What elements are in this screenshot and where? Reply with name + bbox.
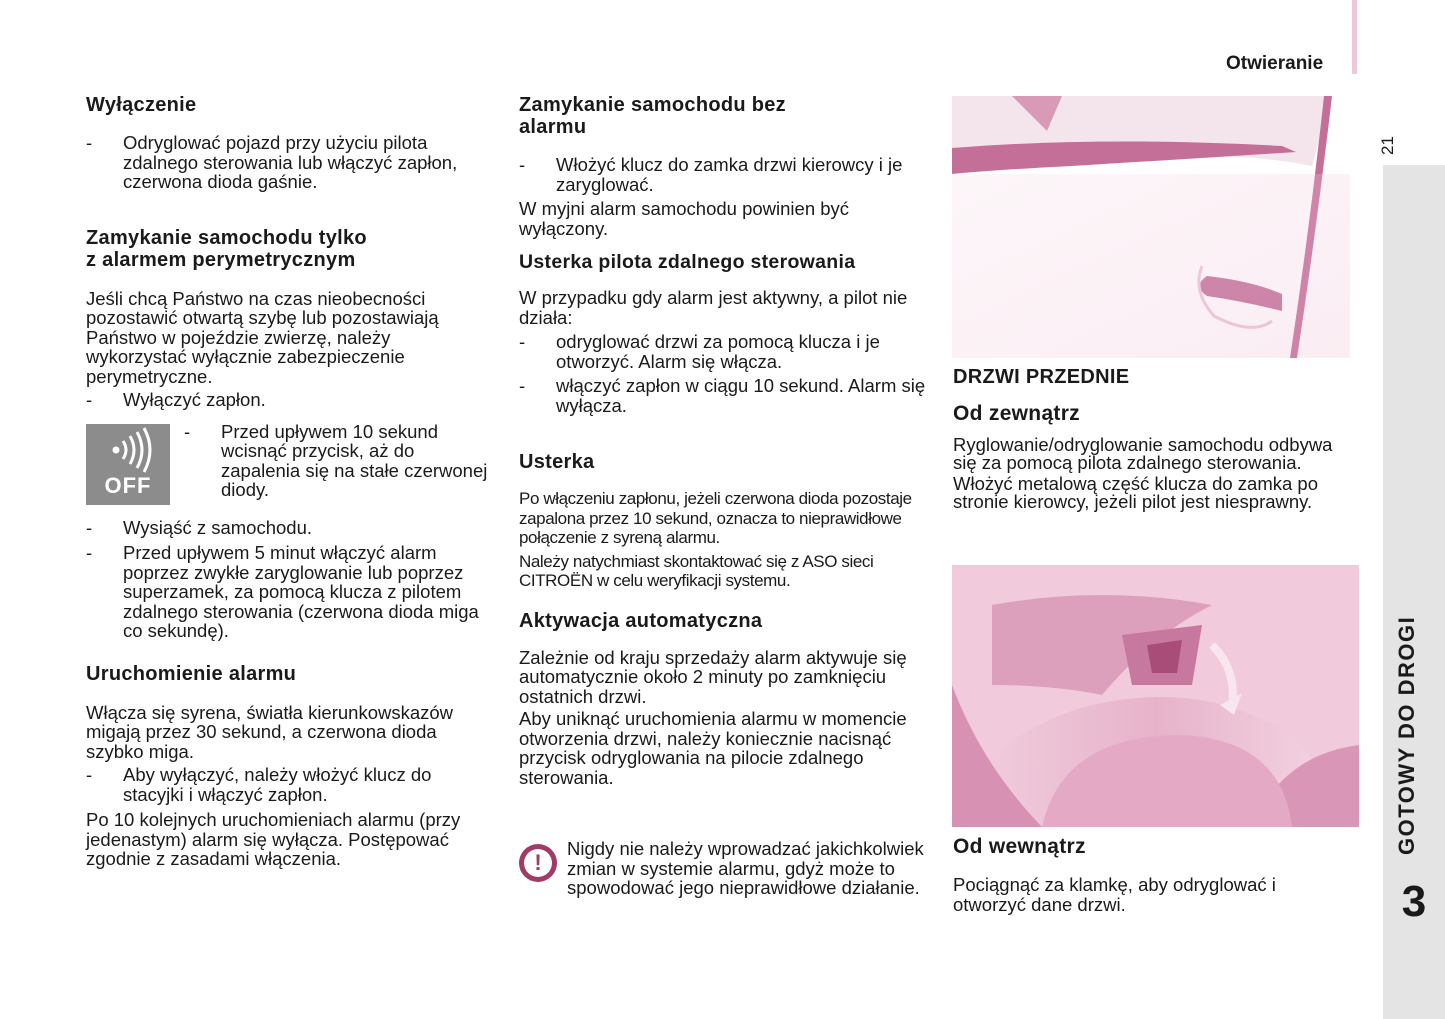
paragraph: Aby uniknąć uruchomienia alarmu w momencie otworzenia drzwi, należy koniecznie nacisnąć przycisk odryglowania na pilocie zdalnego sterowania. xyxy=(519,708,907,788)
list-item: - Włożyć klucz do zamka drzwi kierowcy i je zaryglować. xyxy=(519,154,903,195)
off-button-icon xyxy=(86,424,170,505)
header-divider xyxy=(1352,0,1357,74)
warning-box xyxy=(519,839,927,898)
heading-od-wewnatrz: Od wewnątrz xyxy=(953,835,1086,858)
heading-usterka: Usterka xyxy=(519,451,595,473)
list-item: - Przed upływem 10 sekund wcisnąć przycisk, aż do zapalenia się na stałe czerwonej diody. xyxy=(184,420,488,500)
heading-perymetr: Zamykanie samochodu tylko z alarmem perymetrycznym xyxy=(86,226,367,271)
heading-usterka-pilota: Usterka pilota zdalnego sterowania xyxy=(519,251,856,273)
chapter-number: 3 xyxy=(1401,877,1427,926)
column-3-upper xyxy=(953,366,1353,510)
heading-uruchomienie: Uruchomienie alarmu xyxy=(86,662,297,685)
paragraph: Ryglowanie/odryglowanie samochodu odbywa się za pomocą pilota zdalnego sterowania. xyxy=(953,434,1333,473)
paragraph: Jeśli chcą Państwo na czas nieobecności pozostawić otwartą szybę lub pozostawiają Państwo w pojeździe zwierzę, należy wykorzystać wyłącznie zabezpieczenie perymetryczne. xyxy=(86,287,439,387)
heading-bez-alarmu: Zamykanie samochodu bez alarmu xyxy=(519,94,786,138)
paragraph: Włącza się syrena, światła kierunkowskazów migają przez 30 sekund, a czerwona dioda szybko miga. xyxy=(86,701,454,762)
column-3-lower xyxy=(953,836,1353,914)
paragraph: Włożyć metalową część klucza do zamka po stronie kierowcy, jeżeli pilot jest niesprawny. xyxy=(953,473,1318,512)
paragraph: Pociągnąć za klamkę, aby odryglować i otworzyć dane drzwi. xyxy=(953,874,1276,915)
warning-icon: ! xyxy=(519,844,557,882)
paragraph: W myjni alarm samochodu powinien być wyłączony. xyxy=(519,198,850,239)
heading-wylaczenie: Wyłączenie xyxy=(86,94,197,116)
off-button-step xyxy=(86,420,496,505)
list-item: - Odryglować pojazd przy użyciu pilota zdalnego sterowania lub włączyć zapłon, czerwona dioda gaśnie. xyxy=(86,132,458,192)
paragraph: Zależnie od kraju sprzedaży alarm aktywuje się automatycznie około 2 minuty po zamknięciu ostatnich drzwi. xyxy=(519,646,907,707)
heading-drzwi-przednie: DRZWI PRZEDNIE xyxy=(953,366,1130,388)
list-item: - Przed upływem 5 minut włączyć alarm poprzez zwykłe zaryglowanie lub poprzez superzamek, za pomocą klucza z pilotem zdalnego sterowania (czerwona dioda miga co sekundę). xyxy=(86,542,479,641)
signal-waves-icon xyxy=(86,424,170,474)
column-1 xyxy=(86,94,496,869)
heading-aktywacja: Aktywacja automatyczna xyxy=(519,609,763,632)
list-item: - Wysiąść z samochodu. xyxy=(86,516,313,538)
interior-handle-image xyxy=(952,565,1359,827)
paragraph: Należy natychmiast skontaktować się z ASO sieci CITROËN w celu weryfikacji systemu. xyxy=(519,551,874,590)
paragraph: Po włączeniu zapłonu, jeżeli czerwona dioda pozostaje zapalona przez 10 sekund, oznacza to nieprawidłowe połączenie z syreną alarmu. xyxy=(519,489,912,547)
off-label: OFF xyxy=(104,472,152,498)
list-item: - Aby wyłączyć, należy włożyć klucz do stacyjki i włączyć zapłon. xyxy=(86,764,432,805)
heading-od-zewnatrz: Od zewnątrz xyxy=(953,402,1080,425)
warning-text: Nigdy nie należy wprowadzać jakichkolwiek zmian w systemie alarmu, gdyż może to spowodować jego nieprawidłowe działanie. xyxy=(567,838,924,898)
paragraph: Po 10 kolejnych uruchomieniach alarmu (przy jedenastym) alarm się wyłącza. Postępować zgodnie z zasadami włączenia. xyxy=(86,809,461,869)
list-item: - Wyłączyć zapłon. xyxy=(86,389,266,410)
door-handle-image xyxy=(952,96,1350,358)
list-item: - włączyć zapłon w ciągu 10 sekund. Alarm się wyłącza. xyxy=(519,375,926,416)
column-2 xyxy=(519,94,927,898)
paragraph: W przypadku gdy alarm jest aktywny, a pilot nie działa: xyxy=(519,287,908,328)
list-item: - odryglować drzwi za pomocą klucza i je otworzyć. Alarm się włącza. xyxy=(519,331,880,372)
section-title: Otwieranie xyxy=(1226,53,1324,74)
